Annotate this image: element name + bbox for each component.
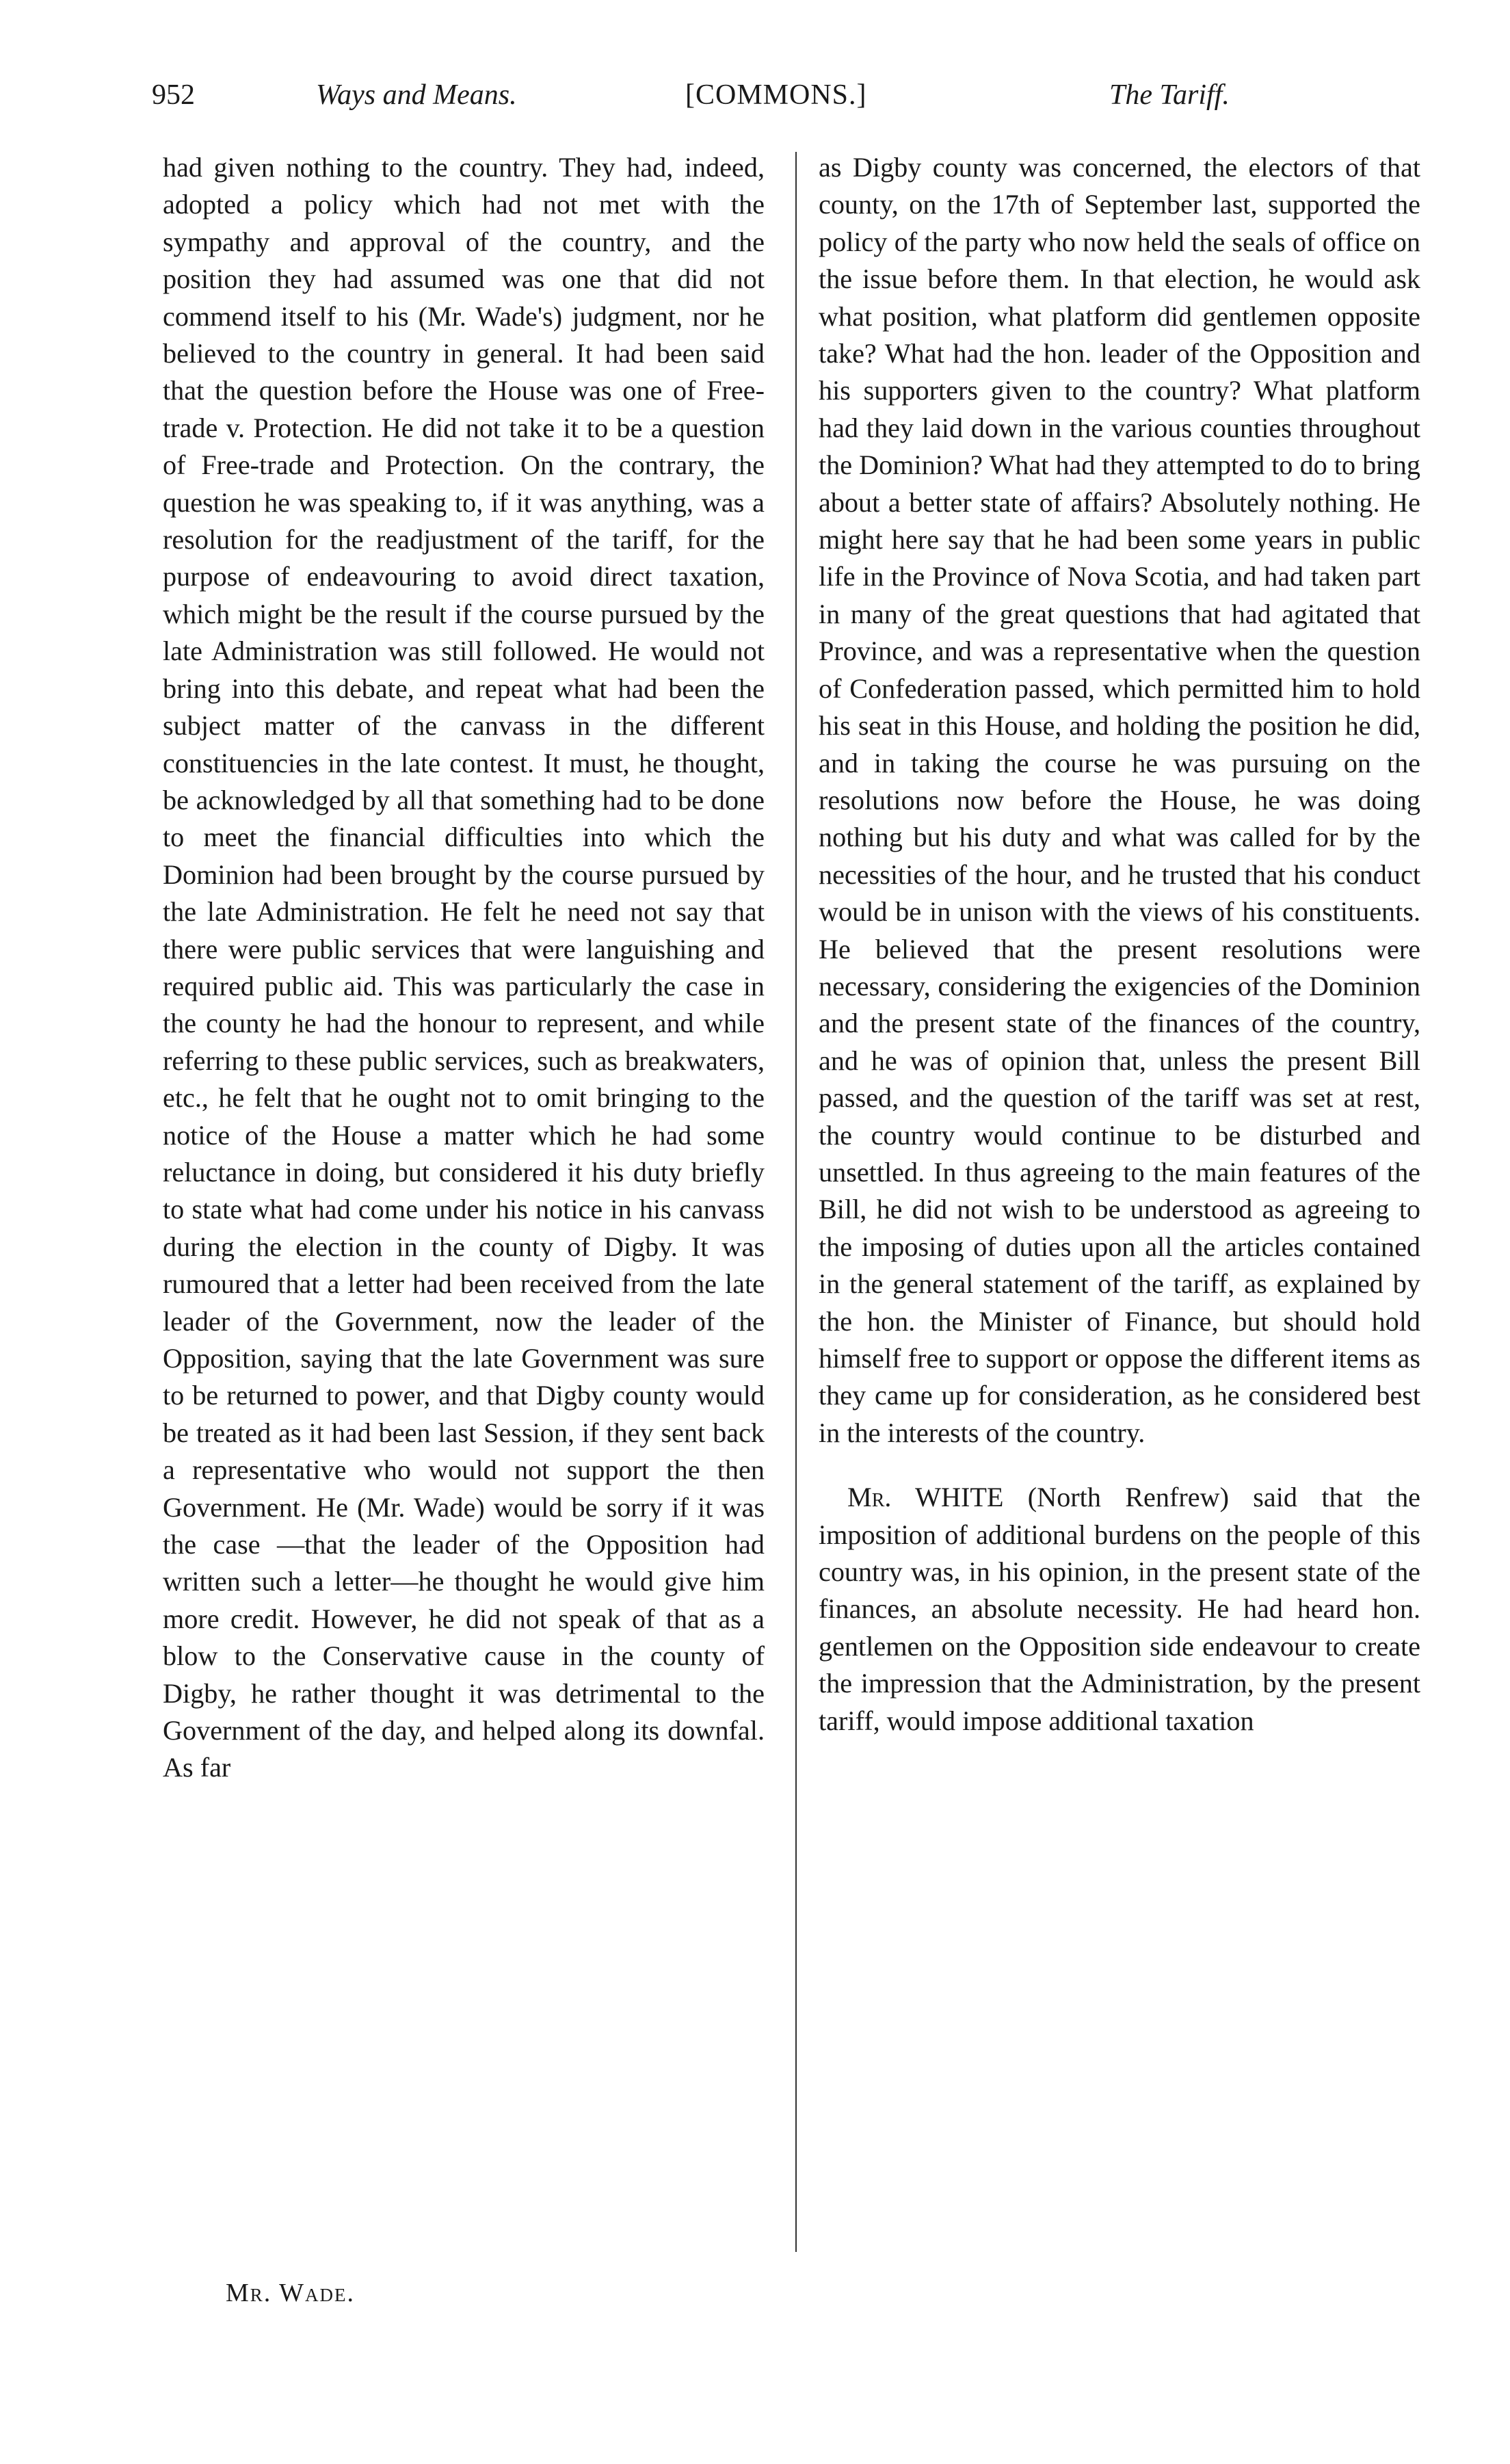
page-number: 952	[152, 79, 195, 111]
header-chamber: [COMMONS.]	[685, 79, 867, 111]
footer-speaker-label: Mr. Wade.	[226, 2279, 355, 2307]
left-paragraph-1: had given nothing to the country. They had, indeed, adopted a policy which had not met with the sympathy and approval of the country, and the position they had assumed was one that did not commend itself to his (Mr. Wade's) judgment, nor he believed to the country in general. It had been said that the question before the House was one of Free-trade v. Protection. He did not take it to be a question of Free-trade and Protection. On the contrary, the question he was speaking to, if it was anything, was a resolution for the readjustment of the tariff, for the purpose of endeavouring to avoid direct taxation, which might be the result if the course pursued by the late Administration was still followed. He would not bring into this debate, and repeat what had been the subject matter of the canvass in the different constituencies in the late contest. It must, he thought, be acknowledged by all that something had to be done to meet the financial difficulties into which the Dominion had been brought by the course pursued by the late Administration. He felt he need not say that there were public services that were languishing and required public aid. This was particularly the case in the county he had the honour to represent, and while referring to these public services, such as breakwaters, etc., he felt that he ought not to omit bringing to the notice of the House a matter which he had some reluctance in doing, but considered it his duty briefly to state what had come under his notice in his canvass during the election in the county of Digby. It was rumoured that a letter had been received from the late leader of the Government, now the leader of the Opposition, saying that the late Government was sure to be returned to power, and that Digby county would be treated as it had been last Session, if they sent back a representative who would not support the then Government. He (Mr. Wade) would be sorry if it was the case —that the leader of the Opposition had written such a letter—he thought he would give him more credit. However, he did not speak of that as a blow to the Conservative cause in the county of Digby, he rather thought it was detrimental to the Government of the day, and helped along its downfal. As far	[163, 152, 765, 1783]
column-divider	[795, 152, 797, 2252]
left-column	[163, 149, 765, 2256]
header-topic: The Tariff.	[1109, 79, 1230, 111]
header-section-title: Ways and Means.	[316, 79, 517, 111]
running-header	[152, 74, 1273, 116]
right-paragraph-1: as Digby county was concerned, the electors of that county, on the 17th of September last, supported the policy of the party who now held the seals of office on the issue before them. In that election, he would ask what position, what platform did gentlemen opposite take? What had the hon. leader of the Opposition and his supporters given to the country? What platform had they laid down in the various counties throughout the Dominion? What had they attempted to do to bring about a better state of affairs? Absolutely nothing. He might here say that he had been some years in public life in the Province of Nova Scotia, and had taken part in many of the great questions that had agitated that Province, and was a representative when the question of Confederation passed, which permitted him to hold his seat in this House, and holding the position he did, and in taking the course he was pursuing on the resolutions now before the House, he was doing nothing but his duty and what was called for by the necessities of the hour, and he trusted that his conduct would be in unison with the views of his constituents. He believed that the present resolutions were necessary, considering the exigencies of the Dominion and the present state of the finances of the country, and he was of opinion that, unless the present Bill passed, and the question of the tariff was set at rest, the country would continue to be disturbed and unsettled. In thus agreeing to the main features of the Bill, he did not wish to be understood as agreeing to the imposing of duties upon all the articles contained in the general statement of the tariff, as explained by the hon. the Minister of Finance, but should hold himself free to support or oppose the different items as they came up for consideration, as he considered best in the interests of the country.	[819, 152, 1420, 1448]
right-column	[819, 149, 1420, 2256]
speaker-name: Mr. WHITE	[847, 1482, 1004, 1513]
speech-text: (North Renfrew) said that the imposition of additional burdens on the people of this country was, in his opinion, in the present state of the finances, an absolute necessity. He had heard hon. gentlemen on the Opposition side endeavour to create the impression that the Administration, by the present tariff, would impose additional taxation	[819, 1482, 1420, 1736]
speech-mr-white	[819, 1479, 1420, 1740]
